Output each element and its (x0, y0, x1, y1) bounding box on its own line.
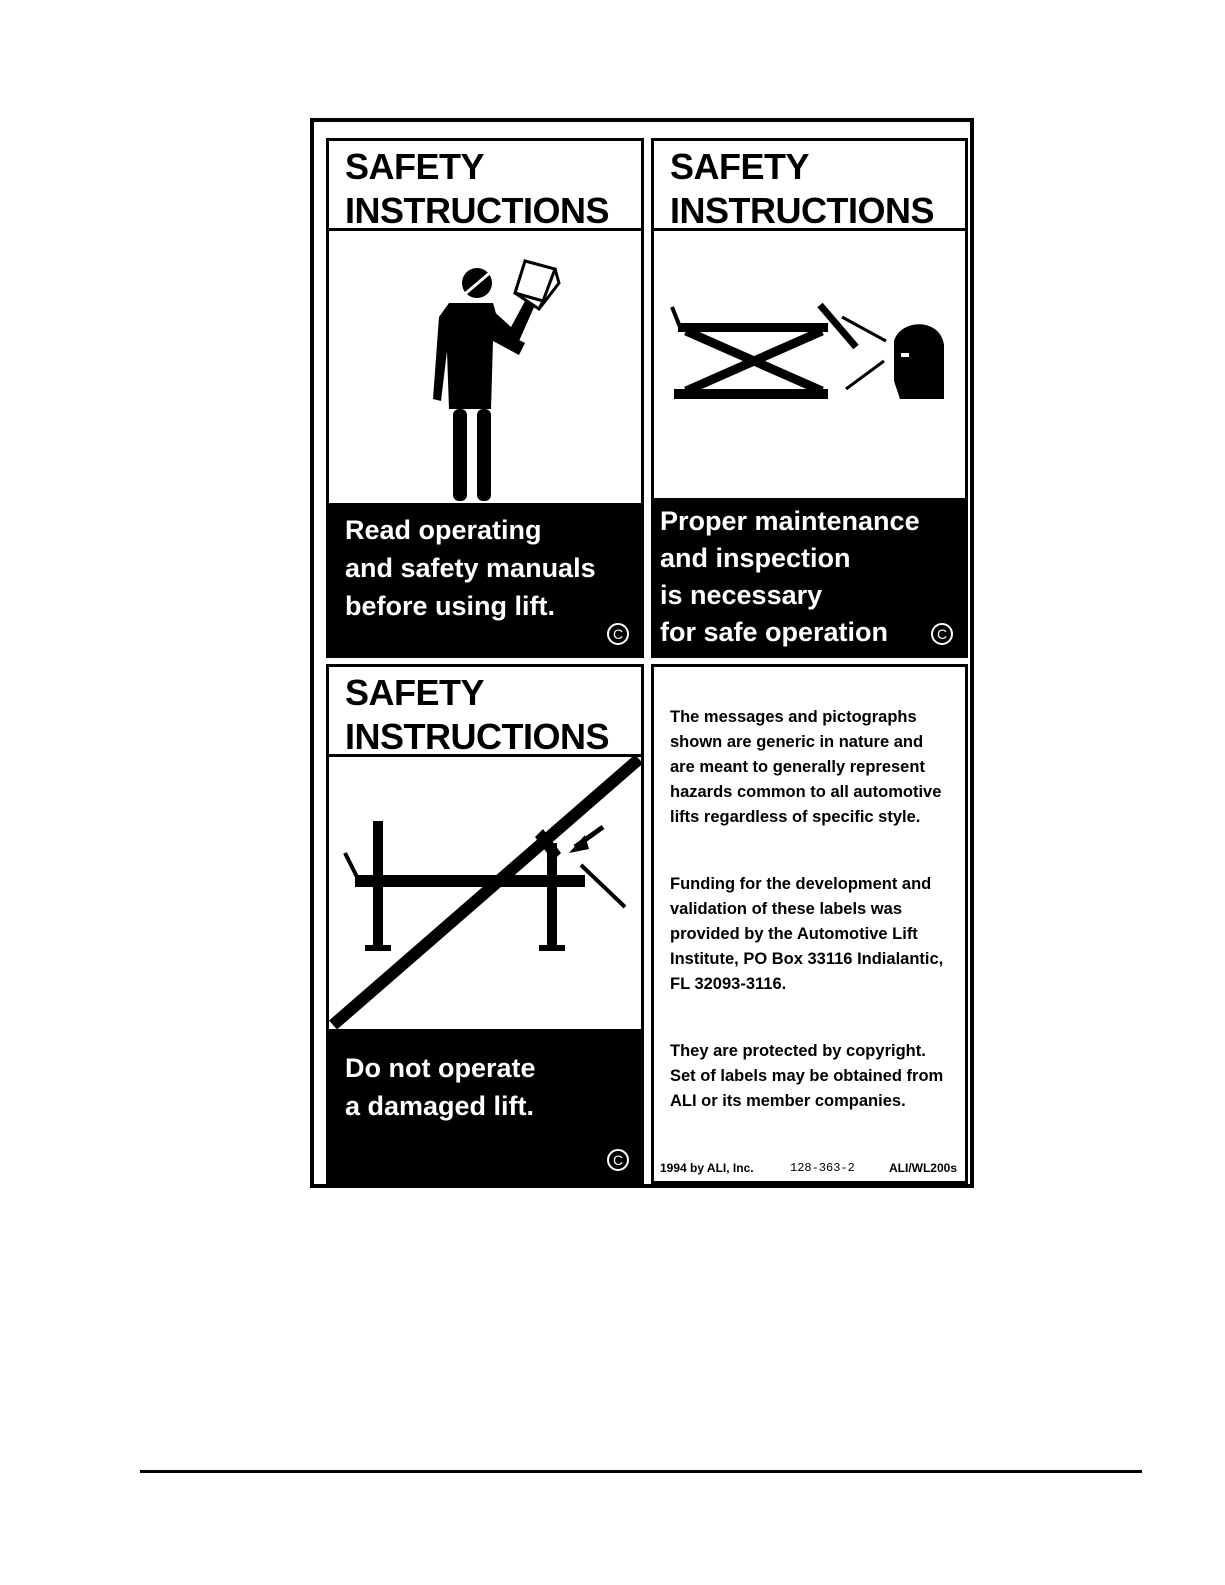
page-footer-rule (140, 1470, 1142, 1473)
info-line: are meant to generally represent (670, 758, 925, 776)
safety-panel-read-manuals (326, 138, 644, 658)
info-line: shown are generic in nature and (670, 733, 924, 751)
info-line: ALI or its member companies. (670, 1092, 906, 1110)
caption-line: a damaged lift. (345, 1091, 535, 1121)
info-paragraph (670, 1039, 955, 1114)
caption-line: Proper maintenance (660, 506, 920, 536)
safety-panel-maintenance (651, 138, 968, 658)
info-line: The messages and pictographs (670, 708, 917, 726)
info-line: hazards common to all automotive (670, 783, 942, 801)
info-panel (651, 664, 968, 1184)
header-line: SAFETY (345, 672, 485, 713)
panel-caption (329, 1029, 641, 1181)
info-paragraph (670, 705, 955, 830)
panel-caption (329, 503, 641, 655)
label-footer (658, 1159, 959, 1177)
scissor-lift-inspection-icon (654, 231, 965, 496)
caption-line: Read operating (345, 515, 542, 545)
info-line: Institute, PO Box 33116 Indialantic, (670, 950, 944, 968)
damaged-lift-prohibited-icon (329, 757, 641, 1029)
copyright-symbol: C (931, 623, 953, 645)
label-copyright: 1994 by ALI, Inc. (660, 1161, 754, 1175)
safety-panel-damaged-lift (326, 664, 644, 1184)
copyright-symbol: C (607, 1149, 629, 1171)
caption-line: Do not operate (345, 1053, 536, 1083)
header-line: INSTRUCTIONS (670, 190, 934, 231)
panel-header (329, 667, 641, 757)
header-line: SAFETY (345, 146, 485, 187)
label-id: ALI/WL200s (888, 1161, 957, 1175)
header-line: INSTRUCTIONS (345, 716, 609, 757)
info-paragraph (670, 872, 955, 997)
info-line: Set of labels may be obtained from (670, 1067, 944, 1085)
header-line: SAFETY (670, 146, 810, 187)
caption-line: for safe operation (660, 617, 889, 647)
info-line: They are protected by copyright. (670, 1042, 926, 1060)
info-line: validation of these labels was (670, 900, 902, 918)
panel-header (654, 141, 965, 231)
panel-caption (654, 498, 965, 655)
caption-line: and safety manuals (345, 553, 596, 583)
caption-line: before using lift. (345, 591, 556, 621)
caption-line: is necessary (660, 580, 823, 610)
copyright-symbol: C (607, 623, 629, 645)
part-number: 128-363-2 (790, 1161, 855, 1175)
info-line: Funding for the development and (670, 875, 932, 893)
caption-line: and inspection (660, 543, 851, 573)
person-reading-manual-icon (329, 231, 641, 501)
panel-header (329, 141, 641, 231)
info-line: provided by the Automotive Lift (670, 925, 918, 943)
header-line: INSTRUCTIONS (345, 190, 609, 231)
info-line: FL 32093-3116. (670, 975, 787, 993)
info-line: lifts regardless of specific style. (670, 808, 921, 826)
safety-label-sheet (310, 118, 974, 1188)
